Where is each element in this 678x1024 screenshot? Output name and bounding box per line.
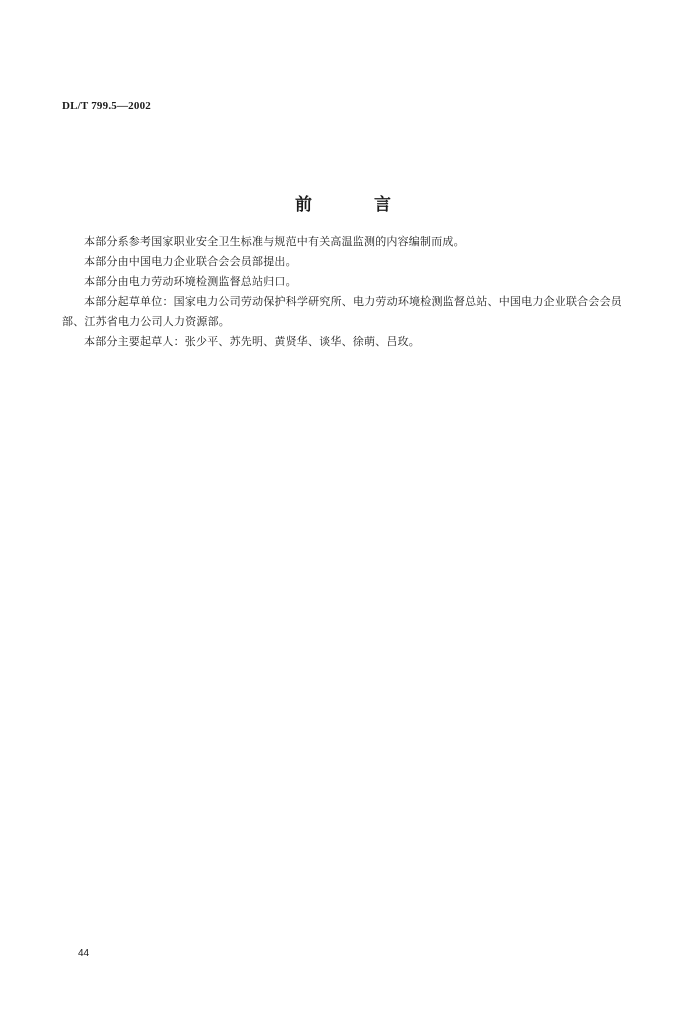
paragraph-basis: 本部分系参考国家职业安全卫生标准与规范中有关高温监测的内容编制而成。: [84, 235, 465, 248]
standard-code: DL/T 799.5—2002: [62, 100, 151, 112]
page-number: 44: [78, 948, 90, 959]
foreword-body: [62, 232, 622, 352]
title-char-1: 前: [295, 195, 312, 215]
title-char-2: 言: [374, 195, 391, 215]
paragraph-drafting-units: 本部分起草单位：国家电力公司劳动保护科学研究所、电力劳动环境检测监督总站、中国电力企业联合会会员部、江苏省电力公司人力资源部。: [62, 295, 622, 328]
paragraph-responsible: 本部分由电力劳动环境检测监督总站归口。: [84, 275, 297, 288]
paragraph-proposer: 本部分由中国电力企业联合会会员部提出。: [84, 255, 297, 268]
paragraph-drafters: 本部分主要起草人：张少平、苏先明、黄贤华、谈华、徐萌、吕玫。: [84, 335, 420, 348]
page-title: [0, 190, 678, 215]
